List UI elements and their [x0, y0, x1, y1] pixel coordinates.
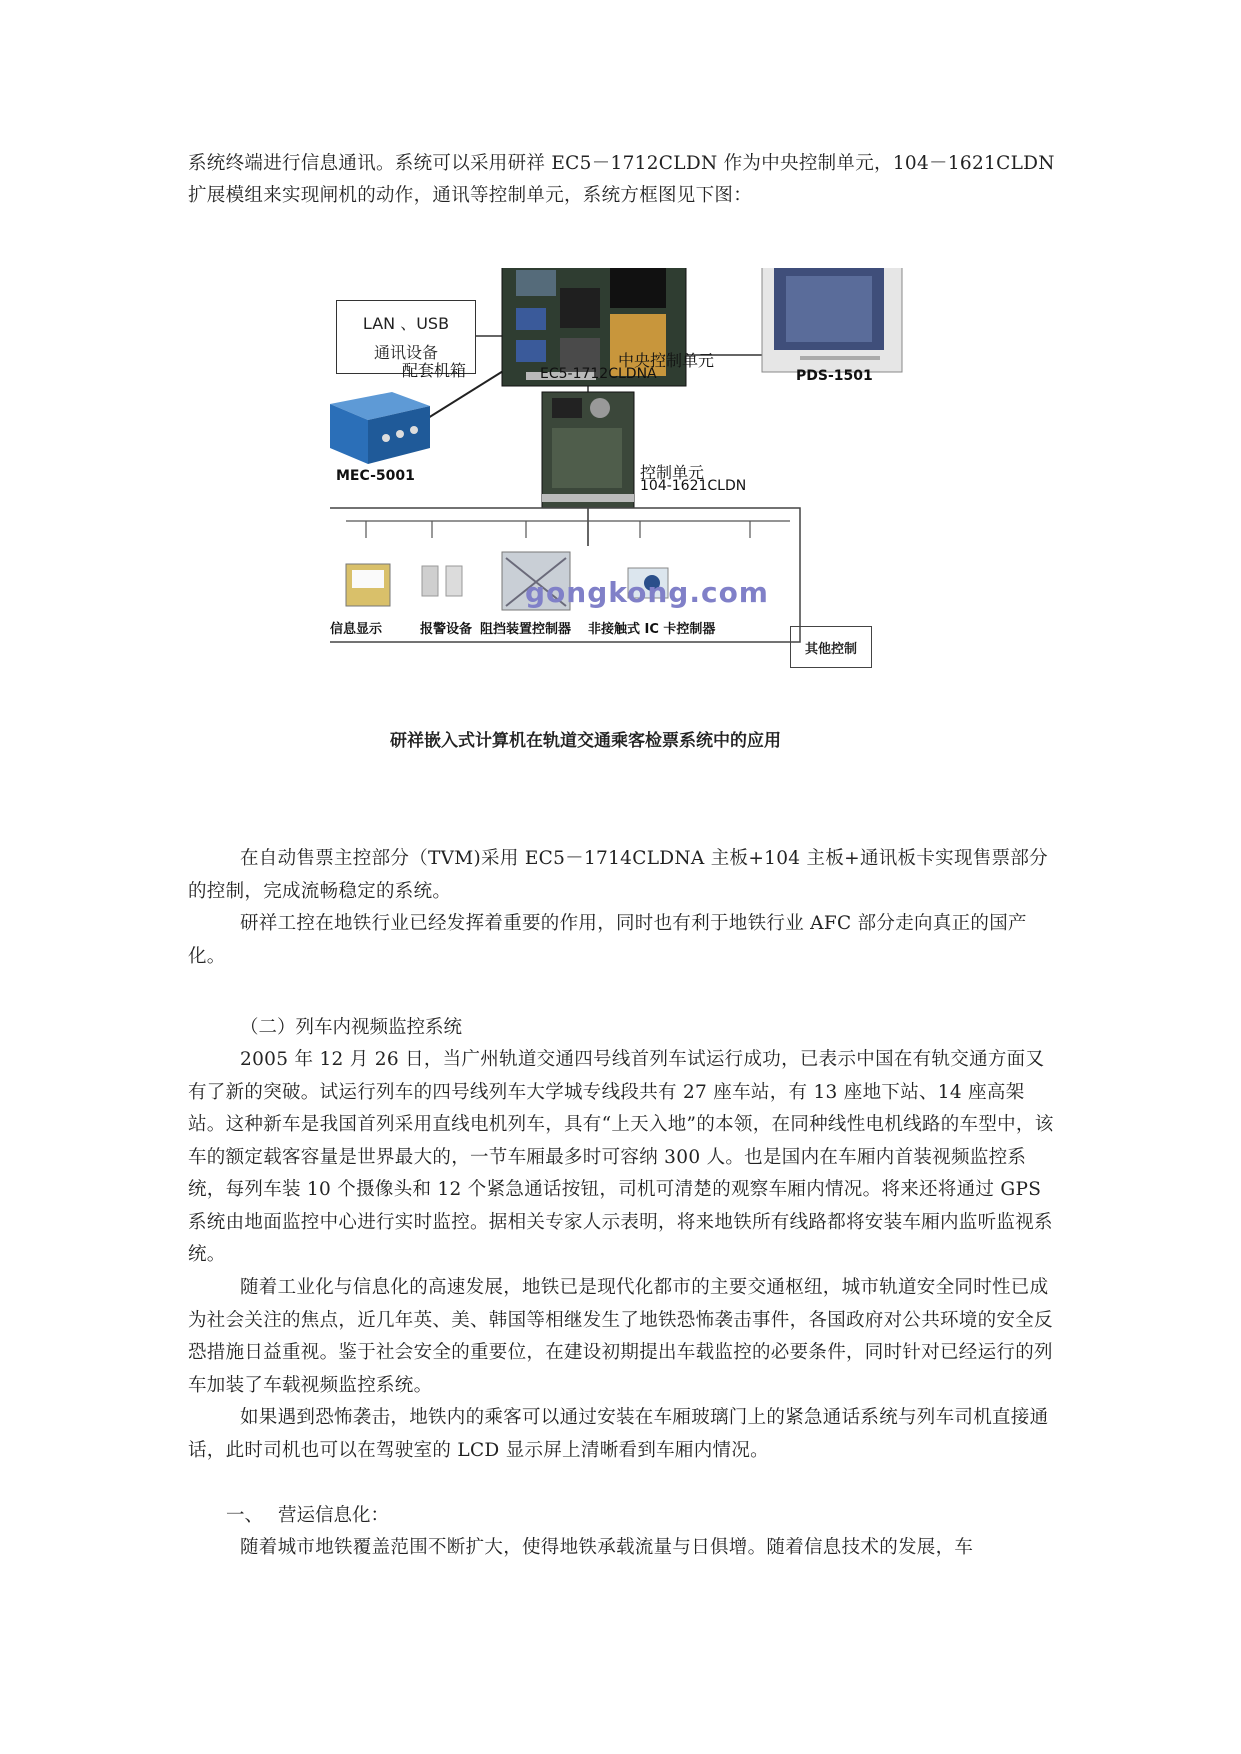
alarm-device-icon: [422, 566, 462, 596]
monitor-model: PDS-1501: [796, 368, 873, 384]
intro-line-2: 扩展模组来实现闸机的动作，通讯等控制单元，系统方框图见下图：: [188, 185, 753, 206]
chassis-image: [330, 392, 430, 464]
control-unit-label: 控制单元: [640, 463, 705, 482]
device-label-barrier: 阻挡装置控制器: [480, 622, 572, 637]
device-label-info-display: 信息显示: [330, 622, 383, 637]
other-control-box: [790, 626, 872, 668]
info-display-icon: [346, 564, 390, 606]
control-board-image: [542, 392, 634, 508]
paragraph-emergency-call: 如果遇到恐怖袭击，地铁内的乘客可以通过安装在车厢玻璃门上的紧急通话系统与列车司机直接通话，此时司机也可以在驾驶室的 LCD 显示屏上清晰看到车厢内情况。: [188, 1407, 1049, 1461]
paragraph-safety: 随着工业化与信息化的高速发展，地铁已是现代化都市的主要交通枢纽，城市轨道安全同时性已成为社会关注的焦点，近几年英、美、韩国等相继发生了地铁恐怖袭击事件，各国政府对公共环境的安全反恐措施日益重视。鉴于社会安全的重要位，在建设初期提出车载监控的必要条件，同时针对已经运行的列车加装了车载视频监控系统。: [188, 1277, 1053, 1396]
section-number: 一、: [226, 1505, 264, 1526]
device-label-alarm: 报警设备: [420, 622, 473, 637]
chassis-model: MEC-5001: [336, 468, 415, 484]
paragraph-tvm: 在自动售票主控部分（TVM)采用 EC5－1714CLDNA 主板+104 主板+通讯板卡实现售票部分的控制，完成流畅稳定的系统。: [188, 848, 1048, 902]
section-heading-video-surveillance: （二）列车内视频监控系统: [240, 1017, 463, 1038]
control-unit-model: 104-1621CLDN: [640, 478, 747, 494]
watermark-logo: gongkong.com: [525, 576, 769, 609]
system-block-diagram: [330, 268, 910, 773]
lan-usb-label: LAN 、USB: [362, 314, 450, 333]
chassis-label: 配套机箱: [402, 361, 467, 380]
monitor-image: [762, 268, 902, 372]
central-unit-model: EC5-1712CLDNA: [540, 366, 657, 382]
paragraph-evoc-role: 研祥工控在地铁行业已经发挥着重要的作用，同时也有利于地铁行业 AFC 部分走向真正的国产化。: [188, 913, 1027, 967]
intro-line-1: 系统终端进行信息通讯。系统可以采用研祥 EC5－1712CLDN 作为中央控制单元，104－1621CLDN: [188, 153, 1055, 174]
device-label-ic-card: 非接触式 IC 卡控制器: [588, 622, 716, 637]
paragraph-guangzhou-line4: 2005 年 12 月 26 日，当广州轨道交通四号线首列车试运行成功，已表示中国在有轨交通方面又有了新的突破。试运行列车的四号线列车大学城专线段共有 27 座车站，有 13 座地下站、14 座高架站。这种新车是我国首列采用直线电机列车，具有“上天入地”的本领，在同种线性电机线路的车型中，该车的额定载客容量是世界最大的，一节车厢最多时可容纳 300 人。也是国内在车厢内首装视频监控系统，每列车装 10 个摄像头和 12 个紧急通话按钮，司机可清楚的观察车厢内情况。将来还将通过 GPS 系统由地面监控中心进行实时监控。据相关专家人示表明，将来地铁所有线路都将安装车厢内监听监视系统。: [188, 1049, 1054, 1265]
figure-caption: 研祥嵌入式计算机在轨道交通乘客检票系统中的应用: [390, 731, 781, 751]
central-unit-label: 中央控制单元: [618, 351, 715, 370]
other-control-label: 其他控制: [804, 641, 857, 657]
comm-device-label: 通讯设备: [373, 343, 438, 362]
paragraph-operations-start: 随着城市地铁覆盖范围不断扩大，使得地铁承载流量与日俱增。随着信息技术的发展，车: [240, 1537, 974, 1558]
section-heading-operations: 营运信息化：: [278, 1505, 390, 1526]
